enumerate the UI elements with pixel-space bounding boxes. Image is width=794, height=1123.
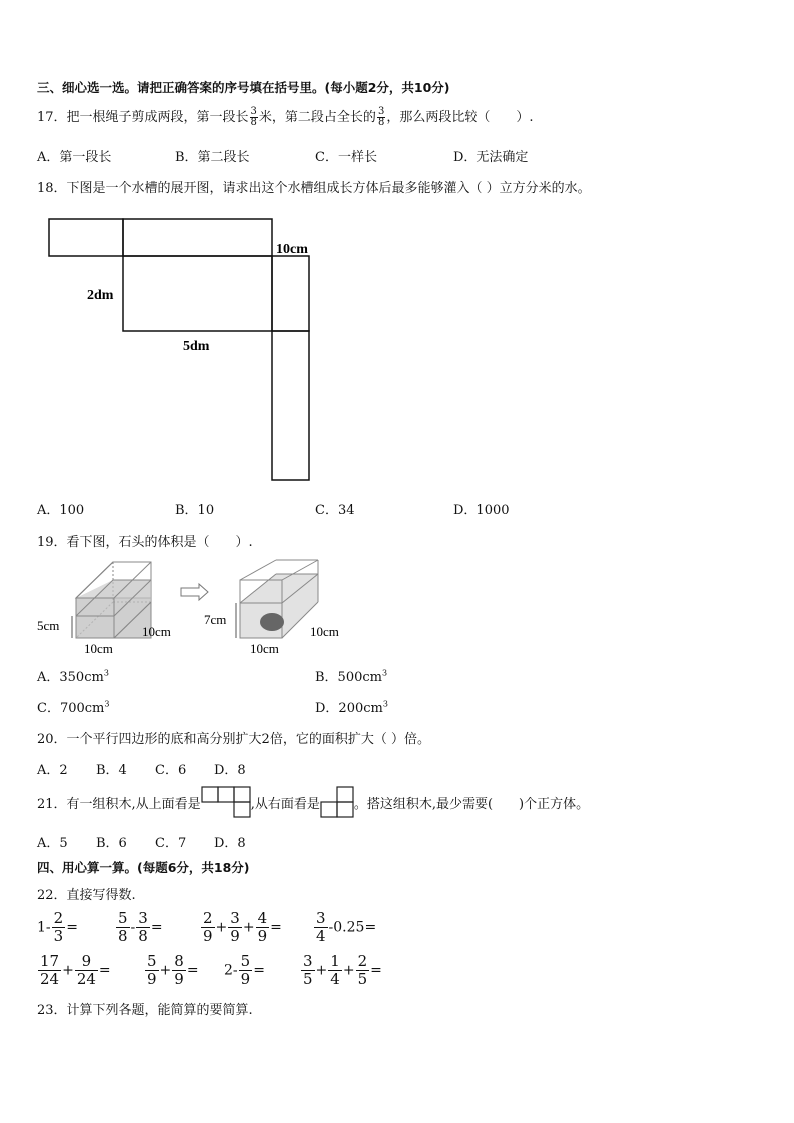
q22-row-1-item-2: $\frac{5}{8}$ - $\frac{3}{8}$ = (118, 909, 163, 945)
left-height-label: 5cm (37, 618, 60, 633)
q21-option-a[interactable]: A．5 (37, 836, 68, 851)
q19-option-c[interactable]: C．$700cm^3$ (37, 699, 110, 716)
q17-option-a[interactable]: A．第一段长 (37, 150, 112, 165)
q17-fraction-1: $\frac{3}{8}$ (250, 106, 257, 128)
top-view-icon (201, 786, 251, 818)
q17-suffix: ，那么两段比较（ ）. (386, 110, 534, 125)
q22-row-2-item-1: $\frac{17}{24}$ + $\frac{9}{24}$ = (40, 952, 111, 988)
q17-option-c[interactable]: C．一样长 (315, 150, 377, 165)
stone-volume-figure (36, 558, 356, 658)
net-bottom-face (272, 331, 309, 480)
net-top-left-face (49, 219, 123, 256)
net-right-face (272, 256, 309, 331)
question-17 (37, 106, 533, 128)
question-20: 20．一个平行四边形的底和高分别扩大2倍，它的面积扩大（ ）倍。 (37, 732, 430, 747)
q19-option-d[interactable]: D．$200cm^3$ (315, 699, 388, 716)
q20-option-c[interactable]: C．6 (155, 763, 187, 778)
net-base-face (123, 256, 272, 331)
q18-option-a[interactable]: A．100 (37, 503, 85, 518)
q21-option-b[interactable]: B．6 (96, 836, 127, 851)
q20-option-a[interactable]: A．2 (37, 763, 68, 778)
right-height-label: 7cm (204, 612, 227, 627)
q18-option-d[interactable]: D．1000 (453, 503, 510, 518)
right-width-label: 10cm (250, 641, 279, 656)
q21-part-2: ,从右面看是 (250, 796, 320, 812)
net-label-10cm: 10cm (276, 242, 308, 257)
q22-row-1-item-4: $\frac{3}{4}$ -0.25= (316, 909, 377, 945)
q19-option-a[interactable]: A．$350cm^3$ (37, 668, 109, 685)
q17-mid: 米，第二段占全长的 (258, 110, 376, 125)
arrow-right-icon (181, 584, 208, 600)
question-22: 22．直接写得数. (37, 888, 136, 903)
net-top-face (123, 219, 272, 256)
section-3-header: 三、细心选一选。请把正确答案的序号填在括号里。(每小题2分，共10分) (37, 80, 450, 95)
q21-option-d[interactable]: D．8 (214, 836, 246, 851)
right-depth-label: 10cm (310, 624, 339, 639)
q21-option-c[interactable]: C．7 (155, 836, 187, 851)
q22-row-2-item-4: $\frac{3}{5}$ + $\frac{1}{4}$ + $\frac{2}{5}$ = (303, 952, 382, 988)
left-width-label: 10cm (84, 641, 113, 656)
q21-part-1: 21．有一组积木,从上面看是 (37, 796, 201, 812)
q22-row-2-item-3: 2- $\frac{5}{9}$ = (224, 952, 265, 988)
stone-icon (260, 613, 284, 631)
q21-part-3: 。搭这组积木,最少需要( )个正方体。 (353, 796, 590, 812)
q20-option-b[interactable]: B．4 (96, 763, 127, 778)
tank-net-figure (40, 210, 330, 490)
q17-option-d[interactable]: D．无法确定 (453, 150, 529, 165)
q17-fraction-2: $\frac{3}{8}$ (377, 106, 385, 128)
question-21 (37, 785, 589, 819)
net-label-2dm: 2dm (87, 288, 114, 303)
section-4-header: 四、用心算一算。(每题6分，共18分) (37, 860, 250, 875)
q19-option-b[interactable]: B．$500cm^3$ (315, 668, 388, 685)
q17-prefix: 17．把一根绳子剪成两段，第一段长 (37, 110, 249, 125)
q22-row-1-item-1: 1- $\frac{2}{3}$ = (37, 909, 78, 945)
question-23: 23．计算下列各题，能简算的要简算. (37, 1003, 253, 1018)
left-depth-label: 10cm (142, 624, 171, 639)
question-19: 19．看下图，石头的体积是（ ）. (37, 535, 253, 550)
q22-row-2-item-2: $\frac{5}{9}$ + $\frac{8}{9}$ = (147, 952, 199, 988)
q22-row-1-item-3: $\frac{2}{9}$ + $\frac{3}{9}$ + $\frac{4}{9}$ = (203, 909, 282, 945)
q17-option-b[interactable]: B．第二段长 (175, 150, 250, 165)
question-18: 18．下图是一个水槽的展开图，请求出这个水槽组成长方体后最多能够灌入（ ）立方分米的水。 (37, 181, 591, 196)
q18-option-b[interactable]: B．10 (175, 503, 215, 518)
right-view-icon (320, 786, 354, 818)
q18-option-c[interactable]: C．34 (315, 503, 355, 518)
q20-option-d[interactable]: D．8 (214, 763, 246, 778)
net-label-5dm: 5dm (183, 339, 210, 354)
